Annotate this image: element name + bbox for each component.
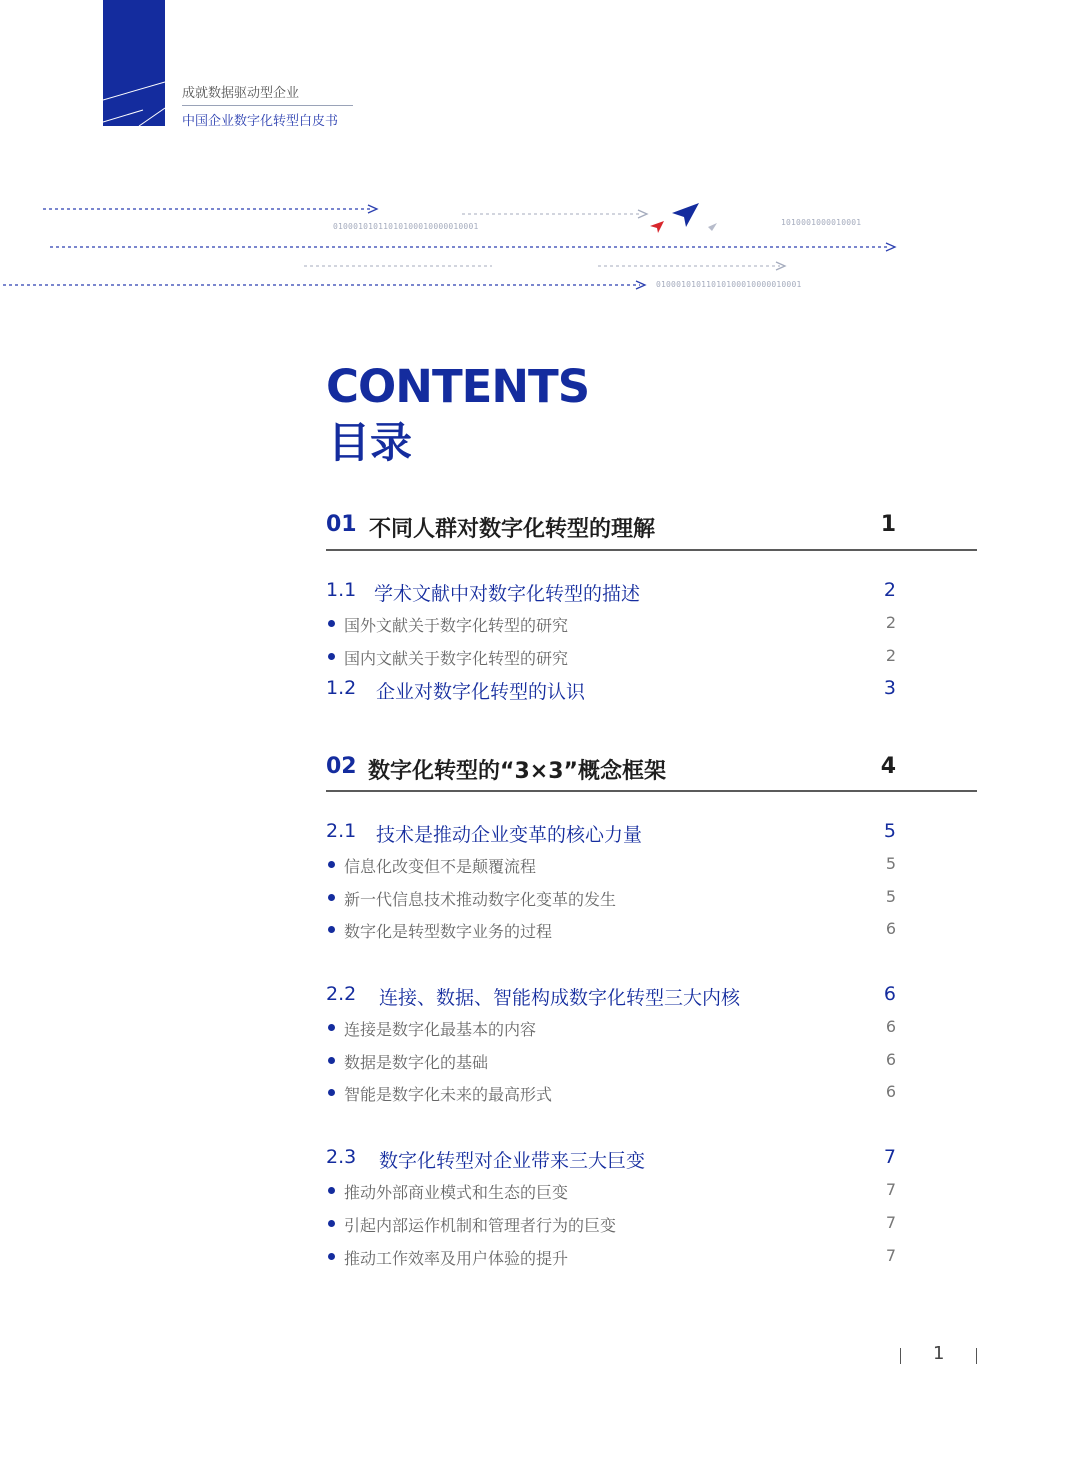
- section-title: 连接、数据、智能构成数字化转型三大内核: [379, 987, 741, 1009]
- item-title: 信息化改变但不是颠覆流程: [344, 857, 537, 876]
- binary-string: 01000101011010100010000010001: [333, 222, 479, 231]
- bullet-icon: [328, 1024, 335, 1031]
- binary-string: 1010001000010001: [781, 218, 862, 227]
- section-page: 6: [883, 983, 896, 1005]
- chapter-number: 01: [326, 512, 357, 537]
- list-item[interactable]: [326, 854, 896, 878]
- list-item[interactable]: [326, 1213, 896, 1237]
- section-number: 1.1: [326, 579, 357, 601]
- item-page: 7: [885, 1246, 896, 1265]
- section-row[interactable]: [326, 1146, 896, 1174]
- section-title: 数字化转型对企业带来三大巨变: [379, 1150, 646, 1172]
- section-number: 2.1: [326, 820, 357, 842]
- item-page: 6: [885, 919, 896, 938]
- item-page: 5: [885, 887, 896, 906]
- binary-string: 01000101011010100010000010001: [656, 280, 802, 289]
- bullet-icon: [328, 1057, 335, 1064]
- item-title: 新一代信息技术推动数字化变革的发生: [344, 890, 617, 909]
- bullet-icon: [328, 653, 335, 660]
- item-page: 7: [885, 1180, 896, 1199]
- list-item[interactable]: [326, 1180, 896, 1204]
- item-title: 引起内部运作机制和管理者行为的巨变: [344, 1216, 617, 1235]
- list-item[interactable]: [326, 613, 896, 637]
- section-number: 2.3: [326, 1146, 357, 1168]
- item-page: 6: [885, 1017, 896, 1036]
- bullet-icon: [328, 620, 335, 627]
- chapter-title: 不同人群对数字化转型的理解: [369, 517, 656, 542]
- footer-divider: [900, 1348, 901, 1364]
- chapter-title: 数字化转型的“3×3”概念框架: [368, 759, 666, 784]
- section-page: 5: [883, 820, 896, 842]
- list-item[interactable]: [326, 646, 896, 670]
- chapter-page: 1: [880, 512, 896, 537]
- bullet-icon: [328, 1220, 335, 1227]
- brand-block-lines: [103, 0, 165, 126]
- chapter-divider: [326, 549, 977, 551]
- list-item[interactable]: [326, 1082, 896, 1106]
- item-page: 2: [885, 646, 896, 665]
- bullet-icon: [328, 861, 335, 868]
- section-title: 技术是推动企业变革的核心力量: [376, 824, 643, 846]
- item-title: 智能是数字化未来的最高形式: [344, 1085, 553, 1104]
- brand-divider: [182, 105, 353, 106]
- list-item[interactable]: [326, 1246, 896, 1270]
- contents-heading-cn: 目录: [328, 418, 413, 467]
- page-number: 1: [933, 1343, 945, 1364]
- item-title: 数据是数字化的基础: [344, 1053, 489, 1072]
- section-row[interactable]: [326, 677, 896, 705]
- item-page: 6: [885, 1050, 896, 1069]
- footer-divider: [976, 1348, 977, 1364]
- chapter-row[interactable]: [326, 754, 896, 788]
- list-item[interactable]: [326, 887, 896, 911]
- list-item[interactable]: [326, 1050, 896, 1074]
- item-page: 7: [885, 1213, 896, 1232]
- bullet-icon: [328, 1187, 335, 1194]
- section-row[interactable]: [326, 820, 896, 848]
- item-title: 连接是数字化最基本的内容: [344, 1020, 537, 1039]
- brand-subtitle: 中国企业数字化转型白皮书: [182, 114, 339, 129]
- bullet-icon: [328, 894, 335, 901]
- bullet-icon: [328, 1089, 335, 1096]
- brand-block: [103, 0, 165, 126]
- list-item[interactable]: [326, 919, 896, 943]
- chapter-divider: [326, 790, 977, 792]
- section-page: 7: [883, 1146, 896, 1168]
- item-title: 数字化是转型数字业务的过程: [344, 922, 553, 941]
- item-title: 推动外部商业模式和生态的巨变: [344, 1183, 569, 1202]
- section-row[interactable]: [326, 579, 896, 607]
- brand-title: 成就数据驱动型企业: [182, 86, 300, 101]
- item-title: 国外文献关于数字化转型的研究: [344, 616, 569, 635]
- section-title: 企业对数字化转型的认识: [376, 681, 586, 703]
- section-number: 1.2: [326, 677, 357, 699]
- decorative-dotted-lines: [0, 195, 1080, 295]
- section-title: 学术文献中对数字化转型的描述: [374, 583, 641, 605]
- bullet-icon: [328, 1253, 335, 1260]
- chapter-number: 02: [326, 754, 357, 779]
- item-title: 推动工作效率及用户体验的提升: [344, 1249, 569, 1268]
- item-page: 2: [885, 613, 896, 632]
- section-page: 3: [883, 677, 896, 699]
- list-item[interactable]: [326, 1017, 896, 1041]
- contents-heading-en: CONTENTS: [326, 360, 590, 413]
- item-title: 国内文献关于数字化转型的研究: [344, 649, 569, 668]
- chapter-page: 4: [880, 754, 896, 779]
- section-row[interactable]: [326, 983, 896, 1011]
- section-page: 2: [883, 579, 896, 601]
- bullet-icon: [328, 926, 335, 933]
- chapter-row[interactable]: [326, 512, 896, 546]
- item-page: 5: [885, 854, 896, 873]
- item-page: 6: [885, 1082, 896, 1101]
- section-number: 2.2: [326, 983, 357, 1005]
